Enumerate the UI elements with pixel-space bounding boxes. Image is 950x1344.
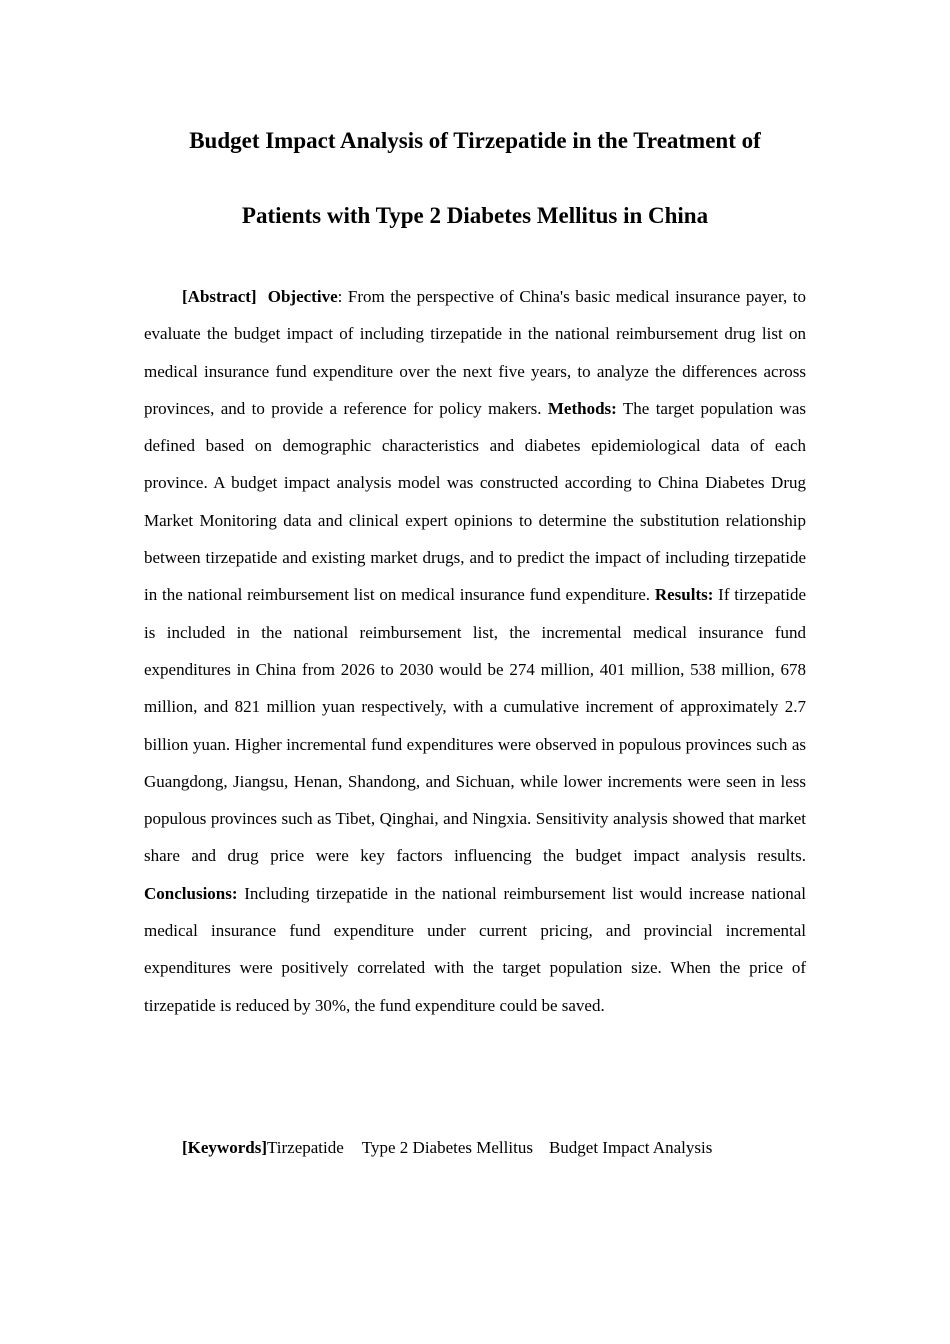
abstract-paragraph xyxy=(144,278,806,1024)
keywords-paragraph xyxy=(144,1134,806,1162)
methods-text: The target population was defined based on demographic characteristics and diabetes epidemiological data of each province. A budget impact analysis model was constructed according to China Diabetes Drug Market Monitoring data and clinical expert opinions to determine the substitution relationship between tirzepatide and existing market drugs, and to predict the impact of including tirzepatide in the national reimbursement list on medical insurance fund expenditure. xyxy=(144,398,806,605)
objective-text: : From the perspective of China's basic medical insurance payer, to evaluate the budget impact of including tirzepatide in the national reimbursement drug list on medical insurance fund expenditure over the next five years, to analyze the differences across provinces, and to provide a reference for policy makers. xyxy=(144,287,806,418)
objective-label: Objective xyxy=(267,287,338,306)
conclusions-label: Conclusions: xyxy=(144,883,238,903)
keyword-item: Budget Impact Analysis xyxy=(548,1138,713,1157)
paper-title-line-1: Budget Impact Analysis of Tirzepatide in the Treatment of xyxy=(189,128,761,153)
conclusions-text: Including tirzepatide in the national reimbursement list would increase national medical insurance fund expenditure under current pricing, and provincial incremental expenditures were positively correlated with the target population size. When the price of tirzepatide is reduced by 30%, the fund expenditure could be saved. xyxy=(144,883,806,1015)
results-label: Results: xyxy=(654,585,714,605)
methods-label: Methods: xyxy=(547,398,617,418)
paper-title-line-2: Patients with Type 2 Diabetes Mellitus in China xyxy=(241,203,709,228)
keywords-label: [Keywords] xyxy=(182,1138,267,1157)
keyword-item: Tirzepatide xyxy=(266,1138,344,1157)
keyword-item: Type 2 Diabetes Mellitus xyxy=(361,1138,533,1157)
results-text: If tirzepatide is included in the national reimbursement list, the incremental medical insurance fund expenditures in China from 2026 to 2030 would be 274 million, 401 million, 538 million, 678 million, and 821 million yuan respectively, with a cumulative increment of approximately 2.7 billion yuan. Higher incremental fund expenditures were observed in populous provinces such as Guangdong, Jiangsu, Henan, Shandong, and Sichuan, while lower increments were seen in less populous provinces such as Tibet, Qinghai, and Ningxia. Sensitivity analysis showed that market share and drug price were key factors influencing the budget impact analysis results. xyxy=(144,585,806,866)
abstract-label: [Abstract] xyxy=(182,287,257,306)
